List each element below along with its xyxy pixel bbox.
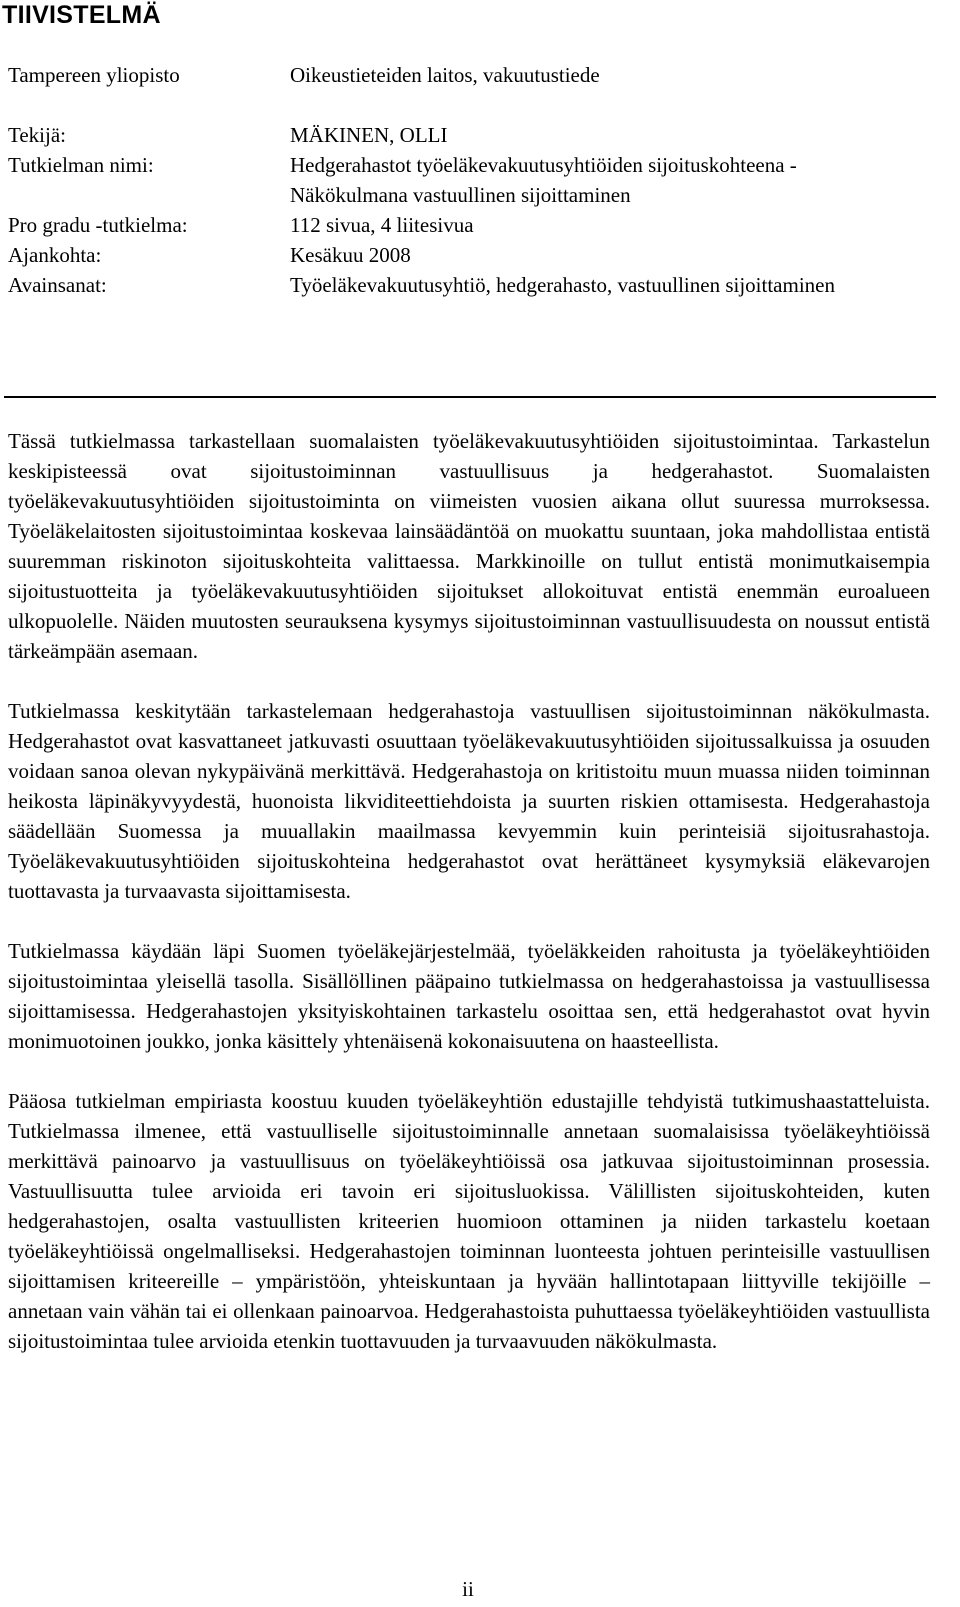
metadata-row-pages bbox=[8, 210, 938, 240]
page-heading: TIIVISTELMÄ bbox=[2, 1, 161, 29]
metadata-row-author bbox=[8, 120, 938, 150]
section-divider bbox=[4, 396, 936, 398]
author-label: Tekijä: bbox=[8, 123, 67, 147]
abstract-paragraph-1: Tässä tutkielmassa tarkastellaan suomalaisten työeläkevakuutusyhtiöiden sijoitustoimintaa. Tarkastelun keskipisteessä ovat sijoitustoiminnan vastuullisuus ja hedgerahastot. Suomalaisten työeläkevakuutusyhtiöiden sijoitustoiminta on viimeisten vuosien aikana ollut suuressa murroksessa. Työeläkelaitosten sijoitustoimintaa koskevaa lainsäädäntöä on muokattu suuntaan, joka mahdollistaa entistä suuremman riskinoton sijoituskohteita valittaessa. Markkinoille on tullut entistä monimutkaisempia sijoitustuotteita ja työeläkevakuutusyhtiöiden sijoitukset allokoituvat entistä enemmän euroalueen ulkopuolelle. Näiden muutosten seurauksena kysymys sijoitustoiminnan vastuullisuudesta on noussut entistä tärkeämpään asemaan. bbox=[8, 429, 930, 663]
keywords-value: Työeläkevakuutusyhtiö, hedgerahasto, vastuullinen sijoittaminen bbox=[290, 273, 835, 297]
department-name: Oikeustieteiden laitos, vakuutustiede bbox=[290, 63, 600, 87]
university-row bbox=[8, 60, 938, 90]
author-value: MÄKINEN, OLLI bbox=[290, 123, 448, 147]
thesis-metadata bbox=[8, 120, 938, 300]
title-value: Hedgerahastot työeläkevakuutusyhtiöiden sijoituskohteena - Näkökulmana vastuullinen sijoittaminen bbox=[290, 153, 797, 207]
metadata-row-date bbox=[8, 240, 938, 270]
date-value: Kesäkuu 2008 bbox=[290, 243, 411, 267]
abstract-paragraph-2: Tutkielmassa keskitytään tarkastelemaan hedgerahastoja vastuullisen sijoitustoiminnan näkökulmasta. Hedgerahastot ovat kasvattaneet jatkuvasti osuuttaan työeläkevakuutusyhtiöiden sijoitussalkuissa ja osuuden voidaan sanoa olevan nykypäivänä merkittävä. Hedgerahastoja on kritistoitu muun muassa niiden toiminnan heikosta läpinäkyvyydestä, huonoista likviditeettiehdoista ja suurten riskien ottamisesta. Hedgerahastoja säädellään Suomessa ja muuallakin maailmassa kevyemmin kuin perinteisiä sijoitusrahastoja. Työeläkevakuutusyhtiöiden sijoituskohteina hedgerahastot ovat herättäneet kysymyksiä eläkevarojen tuottavasta ja turvaavasta sijoittamisesta. bbox=[8, 699, 930, 903]
metadata-row-title bbox=[8, 150, 938, 210]
keywords-label: Avainsanat: bbox=[8, 273, 107, 297]
abstract-paragraph-3: Tutkielmassa käydään läpi Suomen työeläkejärjestelmää, työeläkkeiden rahoitusta ja työeläkeyhtiöiden sijoitustoimintaa yleisellä tasolla. Sisällöllinen pääpaino tutkielmassa on hedgerahastoissa ja vastuullisessa sijoittamisessa. Hedgerahastojen yksityiskohtainen tarkastelu osoittaa sen, että hedgerahastot ovat hyvin monimuotoinen joukko, jonka käsittely yhtenäisenä kokonaisuutena on haasteellista. bbox=[8, 939, 930, 1053]
pages-value: 112 sivua, 4 liitesivua bbox=[290, 213, 474, 237]
metadata-row-keywords bbox=[8, 270, 938, 300]
university-block bbox=[8, 60, 938, 90]
date-label: Ajankohta: bbox=[8, 243, 102, 267]
university-name: Tampereen yliopisto bbox=[8, 63, 180, 87]
pages-label: Pro gradu -tutkielma: bbox=[8, 213, 188, 237]
abstract-body bbox=[8, 426, 930, 1386]
title-label: Tutkielman nimi: bbox=[8, 153, 154, 177]
abstract-paragraph-4: Pääosa tutkielman empiriasta koostuu kuuden työeläkeyhtiön edustajille tehdyistä tutkimushaastatteluista. Tutkielmassa ilmenee, että vastuulliselle sijoitustoiminnalle annetaan suomalaisissa työeläkeyhtiöissä merkittävä painoarvo ja vastuullisuus on työeläkeyhtiöissä osa jatkuvaa sijoitustoiminnan prosessia. Vastuullisuutta tulee arvioida eri tavoin eri sijoitusluokissa. Välillisten sijoituskohteiden, kuten hedgerahastojen, osalta vastuullisten kriteerien huomioon ottaminen ja niiden tarkastelu koetaan työeläkeyhtiöissä ongelmalliseksi. Hedgerahastojen toiminnan luonteesta johtuen perinteisille vastuullisen sijoittamisen kriteereille – ympäristöön, yhteiskuntaan ja hyvään hallintotapaan liittyville tekijöille – annetaan vain vähän tai ei ollenkaan painoarvoa. Hedgerahastoista puhuttaessa työeläkeyhtiöiden vastuullista sijoitustoimintaa tulee arvioida etenkin tuottavuuden ja turvaavuuden näkökulmasta. bbox=[8, 1089, 930, 1353]
page-number: ii bbox=[462, 1577, 474, 1601]
